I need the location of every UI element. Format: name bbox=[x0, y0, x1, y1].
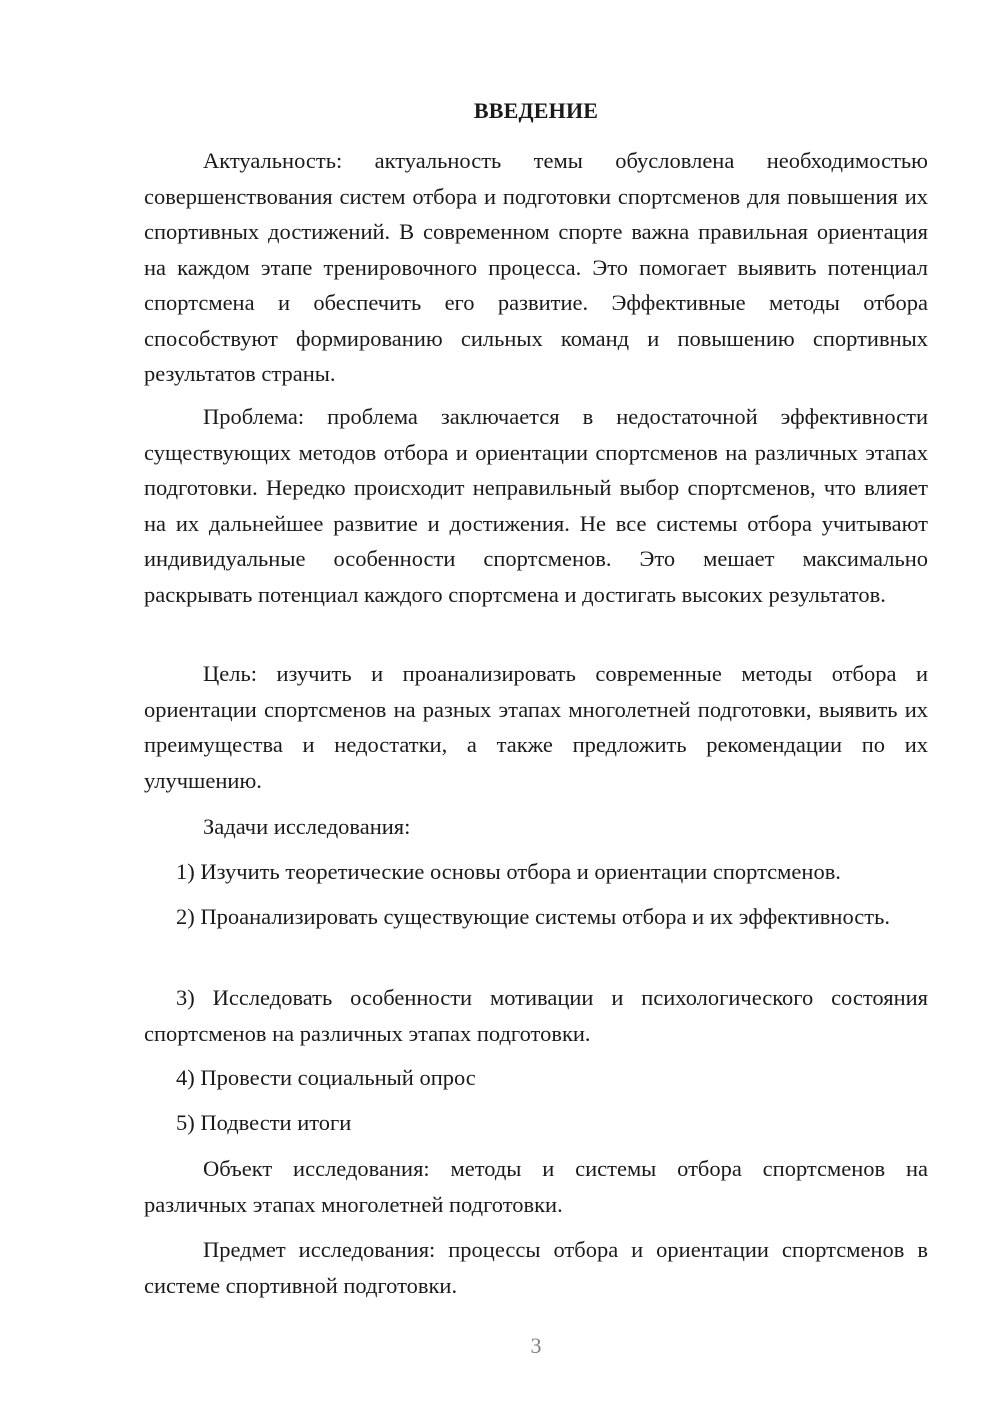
tasks-heading: Задачи исследования: bbox=[203, 814, 411, 839]
page-title: ВВЕДЕНИЕ bbox=[473, 98, 599, 123]
goal-paragraph: Цель: изучить и проанализировать современные методы отбора и ориентации спортсменов на разных этапах многолетней подготовки, выявить их преимущества и недостатки, а также предложить рекомендации по их улучшению. bbox=[144, 661, 928, 793]
object-paragraph: Объект исследования: методы и системы отбора спортсменов на различных этапах многолетней подготовки. bbox=[144, 1156, 928, 1217]
page-number: 3 bbox=[530, 1333, 542, 1358]
document-page bbox=[144, 0, 928, 1414]
subject-paragraph: Предмет исследования: процессы отбора и ориентации спортсменов в системе спортивной подготовки. bbox=[144, 1237, 928, 1298]
task-item-5: 5) Подвести итоги bbox=[176, 1110, 352, 1135]
task-item-1: 1) Изучить теоретические основы отбора и ориентации спортсменов. bbox=[176, 859, 841, 884]
task-item-3: 3) Исследовать особенности мотивации и психологического состояния спортсменов на различных этапах подготовки. bbox=[144, 985, 928, 1046]
relevance-paragraph: Актуальность: актуальность темы обусловлена необходимостью совершенствования систем отбора и подготовки спортсменов для повышения их спортивных достижений. В современном спорте важна правильная ориентация на каждом этапе тренировочного процесса. Это помогает выявить потенциал спортсмена и обеспечить его развитие. Эффективные методы отбора способствуют формированию сильных команд и повышению спортивных результатов страны. bbox=[144, 148, 928, 386]
task-item-2: 2) Проанализировать существующие системы отбора и их эффективность. bbox=[176, 904, 890, 929]
problem-paragraph: Проблема: проблема заключается в недостаточной эффективности существующих методов отбора и ориентации спортсменов на различных этапах подготовки. Нередко происходит неправильный выбор спортсменов, что влияет на их дальнейшее развитие и достижения. Не все системы отбора учитывают индивидуальные особенности спортсменов. Это мешает максимально раскрывать потенциал каждого спортсмена и достигать высоких результатов. bbox=[144, 404, 928, 607]
task-item-4: 4) Провести социальный опрос bbox=[176, 1065, 476, 1090]
